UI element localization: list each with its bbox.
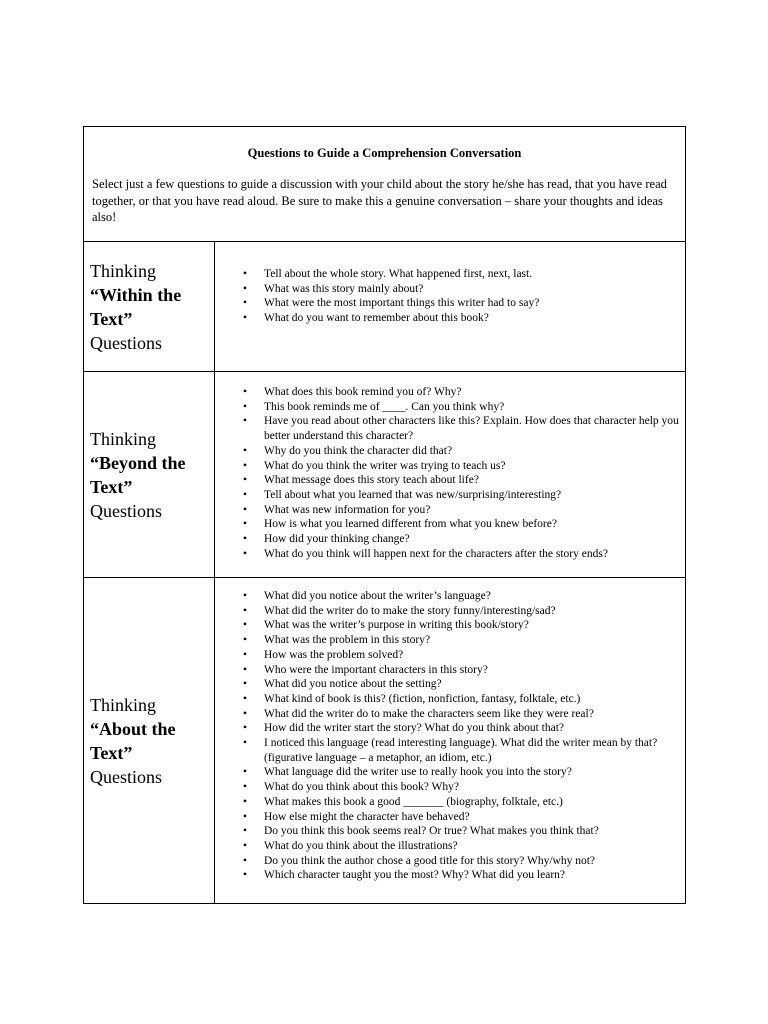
question-list-cell [215, 578, 685, 903]
section-about-the-text [84, 578, 685, 903]
question-item: • What kind of book is this? (fiction, nonfiction, fantasy, folktale, etc.) [239, 692, 685, 707]
question-item: • Tell about what you learned that was new/surprising/interesting? [239, 488, 685, 503]
section-beyond-the-text [84, 372, 685, 578]
section-label [84, 242, 215, 371]
question-item: • How did your thinking change? [239, 532, 685, 547]
section-within-the-text [84, 242, 685, 372]
question-item: • How did the writer start the story? What do you think about that? [239, 721, 685, 736]
question-list [239, 589, 685, 883]
question-item: • What do you think about this book? Why? [239, 780, 685, 795]
question-item: • What was new information for you? [239, 503, 685, 518]
question-item: • Who were the important characters in this story? [239, 663, 685, 678]
question-item: • Tell about the whole story. What happened first, next, last. [239, 267, 685, 282]
label-category: “About the Text” [90, 718, 176, 763]
question-item: • Do you think the author chose a good title for this story? Why/why not? [239, 854, 685, 869]
label-questions: Questions [90, 500, 162, 521]
question-item: • What message does this story teach about life? [239, 473, 685, 488]
label-thinking: Thinking [90, 260, 156, 281]
question-item: • What did the writer do to make the characters seem like they were real? [239, 707, 685, 722]
label-questions: Questions [90, 332, 162, 353]
question-item: • What were the most important things this writer had to say? [239, 296, 685, 311]
label-thinking: Thinking [90, 694, 156, 715]
question-item: • What does this book remind you of? Why? [239, 385, 685, 400]
question-item: • What did you notice about the writer’s language? [239, 589, 685, 604]
question-item: • What did the writer do to make the story funny/interesting/sad? [239, 604, 685, 619]
question-item: • Which character taught you the most? Why? What did you learn? [239, 868, 685, 883]
question-item: • What was the problem in this story? [239, 633, 685, 648]
question-item: • This book reminds me of ____. Can you think why? [239, 400, 685, 415]
question-item: • How was the problem solved? [239, 648, 685, 663]
question-item: • What do you think the writer was trying to teach us? [239, 459, 685, 474]
question-item: • What was this story mainly about? [239, 282, 685, 297]
table-header [84, 127, 685, 242]
question-item: • How else might the character have behaved? [239, 810, 685, 825]
question-item: • How is what you learned different from what you knew before? [239, 517, 685, 532]
label-category: “Beyond the Text” [90, 452, 186, 497]
question-item: • What do you want to remember about this book? [239, 311, 685, 326]
document-title: Questions to Guide a Comprehension Conversation [247, 146, 522, 160]
question-item: • Why do you think the character did that? [239, 444, 685, 459]
question-item: • What did you notice about the setting? [239, 677, 685, 692]
question-item: • What do you think about the illustrations? [239, 839, 685, 854]
question-item: • Have you read about other characters like this? Explain. How does that character help you better understand this character? [239, 414, 685, 443]
question-item: • What was the writer’s purpose in writing this book/story? [239, 618, 685, 633]
questions-table [83, 126, 686, 904]
label-thinking: Thinking [90, 428, 156, 449]
question-item: • What language did the writer use to really hook you into the story? [239, 765, 685, 780]
label-category: “Within the Text” [90, 284, 182, 329]
question-item: • I noticed this language (read interesting language). What did the writer mean by that? (figurative language – a metaphor, an idiom, etc.) [239, 736, 685, 765]
question-list [239, 267, 685, 326]
question-item: • What makes this book a good _______ (biography, folktale, etc.) [239, 795, 685, 810]
question-list [239, 385, 685, 561]
section-label [84, 578, 215, 903]
question-list-cell [215, 372, 685, 577]
question-list-cell [215, 242, 685, 371]
question-item: • What do you think will happen next for the characters after the story ends? [239, 547, 685, 562]
intro-paragraph: Select just a few questions to guide a discussion with your child about the story he/she has read, that you have read together, or that you have read aloud. Be sure to make this a genuine conversation – share your thoughts and ideas also! [92, 177, 667, 224]
label-questions: Questions [90, 766, 162, 787]
section-label [84, 372, 215, 577]
question-item: • Do you think this book seems real? Or true? What makes you think that? [239, 824, 685, 839]
